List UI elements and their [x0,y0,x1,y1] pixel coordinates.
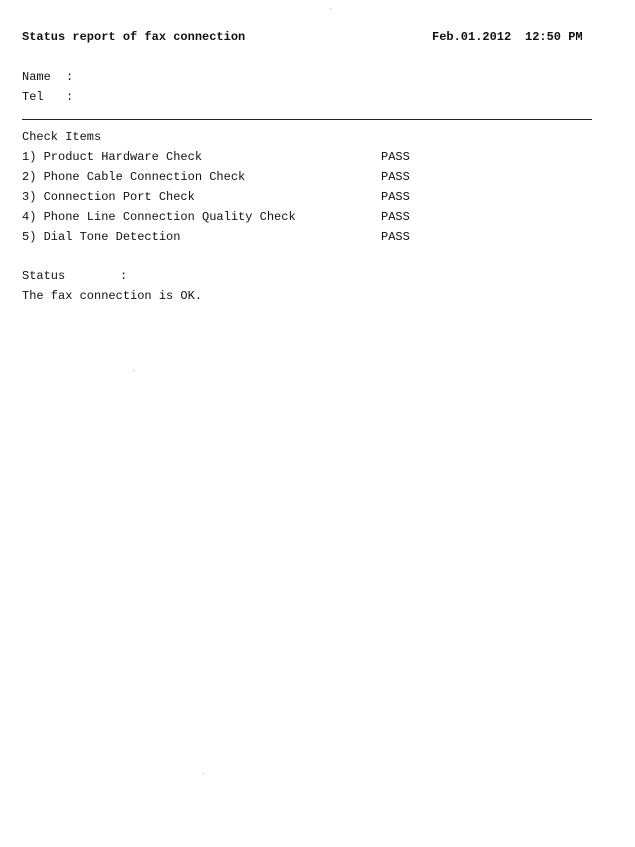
report-title: Status report of fax connection [22,30,246,44]
scan-speck [203,773,204,774]
name-separator: : [66,70,74,84]
tel-separator: : [66,90,74,104]
check-item-result: PASS [381,150,410,164]
check-item-label: 2) Phone Cable Connection Check [22,170,246,184]
name-label: Name [22,70,51,84]
scan-speck [330,8,331,9]
status-message: The fax connection is OK. [22,289,203,303]
check-item-label: 5) Dial Tone Detection [22,230,181,244]
report-time: 12:50 PM [525,30,583,44]
check-items-heading: Check Items [22,130,102,144]
tel-label: Tel [22,90,44,104]
scan-speck [133,370,134,371]
check-item-result: PASS [381,210,410,224]
check-item-result: PASS [381,170,410,184]
check-item-label: 4) Phone Line Connection Quality Check [22,210,296,224]
section-divider [22,119,592,120]
check-item-result: PASS [381,190,410,204]
check-item-label: 3) Connection Port Check [22,190,195,204]
report-date: Feb.01.2012 [432,30,512,44]
status-label: Status [22,269,66,283]
check-item-label: 1) Product Hardware Check [22,150,203,164]
status-separator: : [120,269,128,283]
check-item-result: PASS [381,230,410,244]
